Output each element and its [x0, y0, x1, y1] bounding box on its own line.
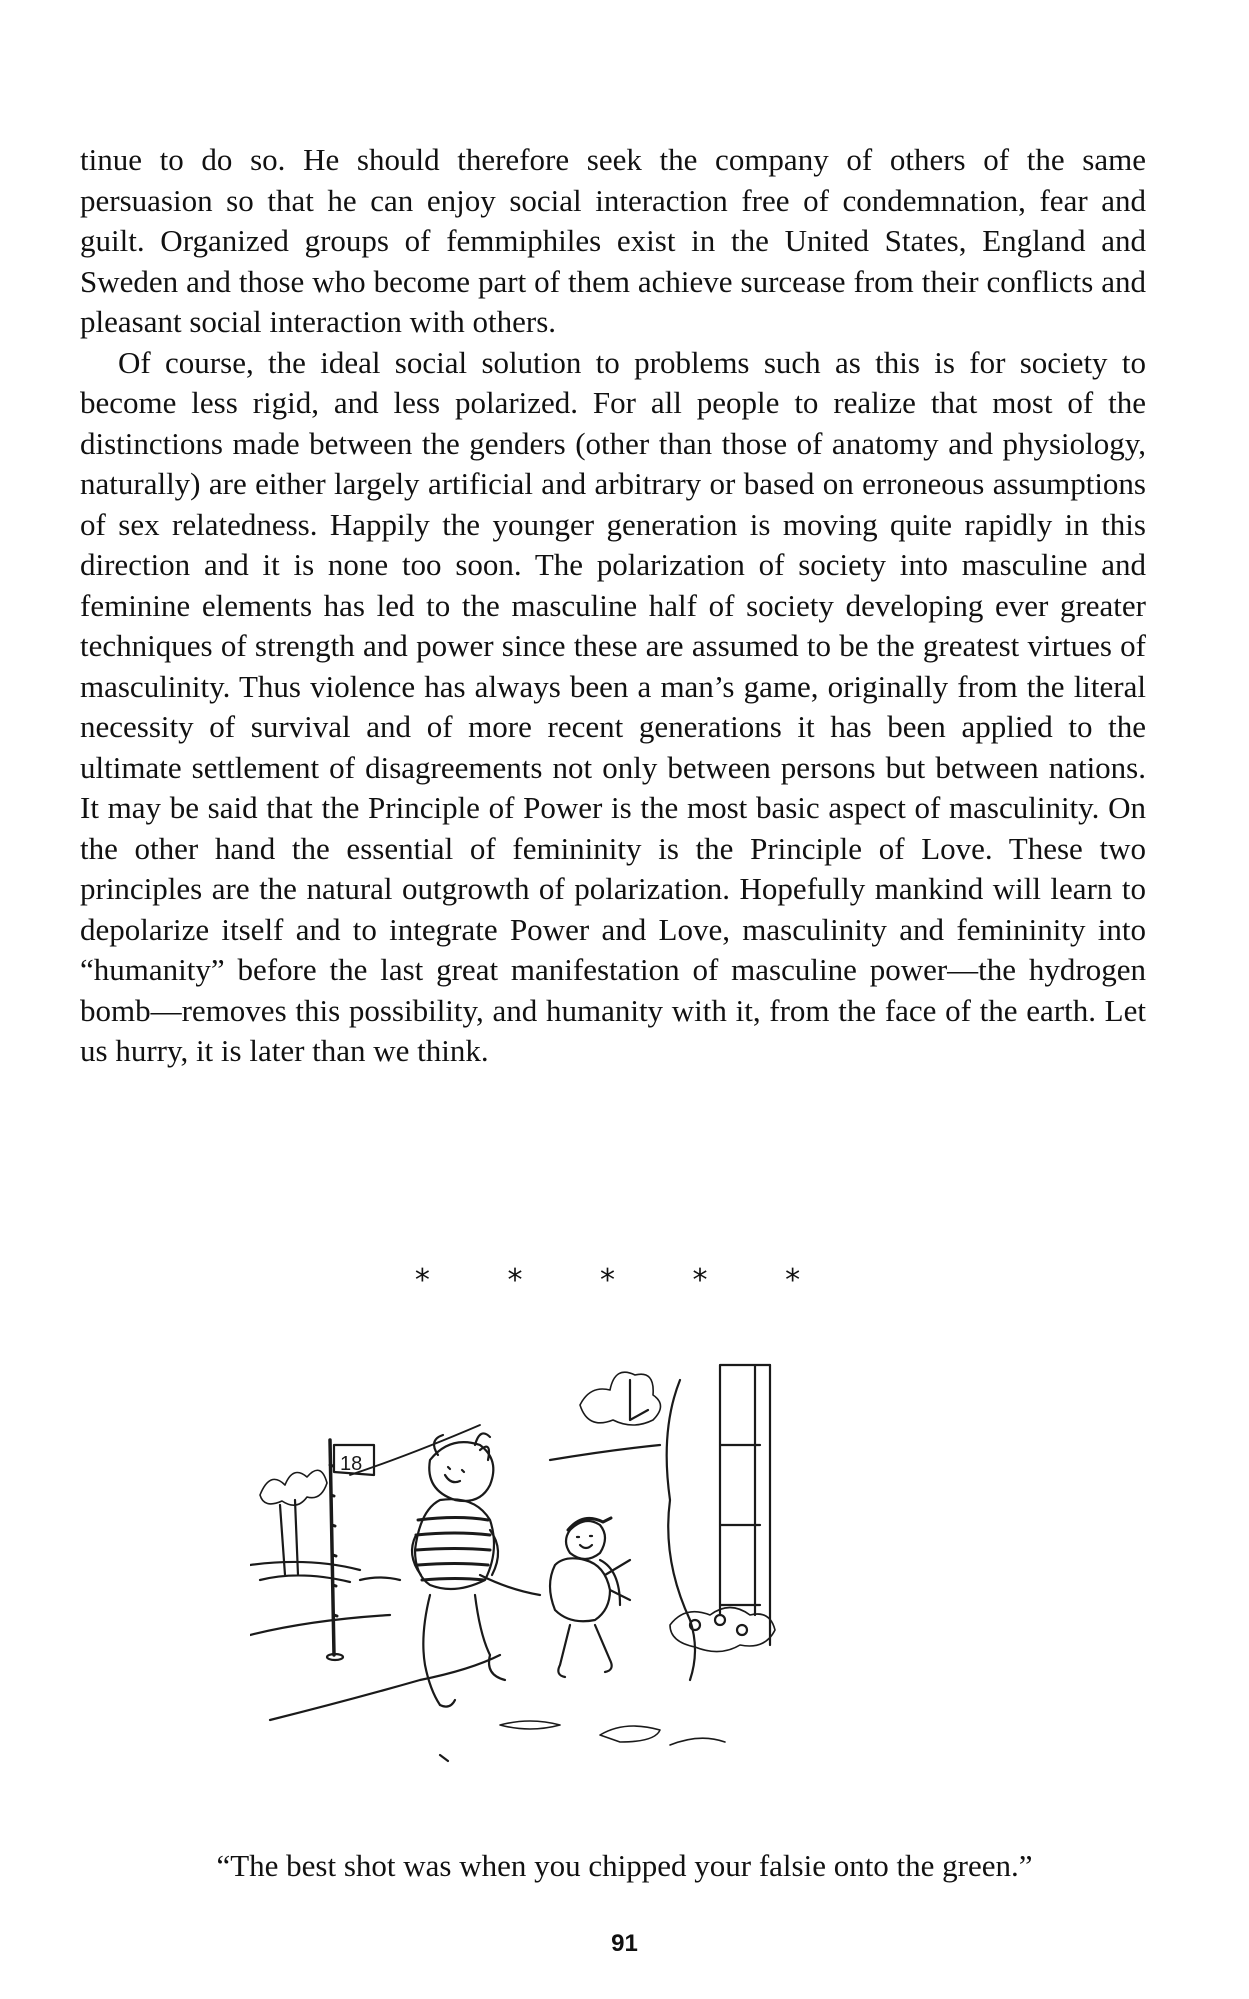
paragraph-2: Of course, the ideal social solution to problems such as this is for society to become less rigid, and less polarized. For all people to realize that most of the distinctions made between the genders (other than those of anatomy and physiology, naturally) are either largely artificial and arbitrary or based on erroneous assumptions of sex relatedness. Happily the younger generation is moving quite rapidly in this direction and it is none too soon. The polarization of society into masculine and feminine elements has led to the masculine half of society developing ever greater techniques of strength and power since these are assumed to be the greatest virtues of masculinity. Thus violence has always been a man’s game, originally from the literal necessity of survival and of more recent generations it has been applied to the ultimate settlement of disagreements not only between persons but between nations. It may be said that the Principle of Power is the most basic aspect of masculinity. On the other hand the essential of femininity is the Principle of Love. These two principles are the natural outgrowth of polarization. Hopefully mankind will learn to depolarize itself and to integrate Power and Love, masculinity and femininity into “humanity” before the last great manifestation of masculine power—the hydrogen bomb—removes this possibility, and humanity with it, from the face of the earth. Let us hurry, it is later than we think. — [80, 344, 1146, 1068]
paragraph-1: tinue to do so. He should therefore seek the company of others of the same persuasion so that he can enjoy social interaction free of condemnation, fear and guilt. Organized groups of femmiphiles exist in the United States, England and Sweden and those who become part of them achieve surcease from their conflicts and pleasant social interaction with others. — [80, 142, 1146, 339]
section-separator: * * * * * — [414, 1263, 835, 1298]
page-number: 91 — [611, 1930, 638, 1957]
body-text — [80, 140, 1146, 1072]
golf-cartoon-illustration — [250, 1325, 990, 1805]
cartoon-caption: “The best shot was when you chipped your falsie onto the green.” — [216, 1848, 1033, 1883]
flag-number: 18 — [340, 1453, 363, 1475]
